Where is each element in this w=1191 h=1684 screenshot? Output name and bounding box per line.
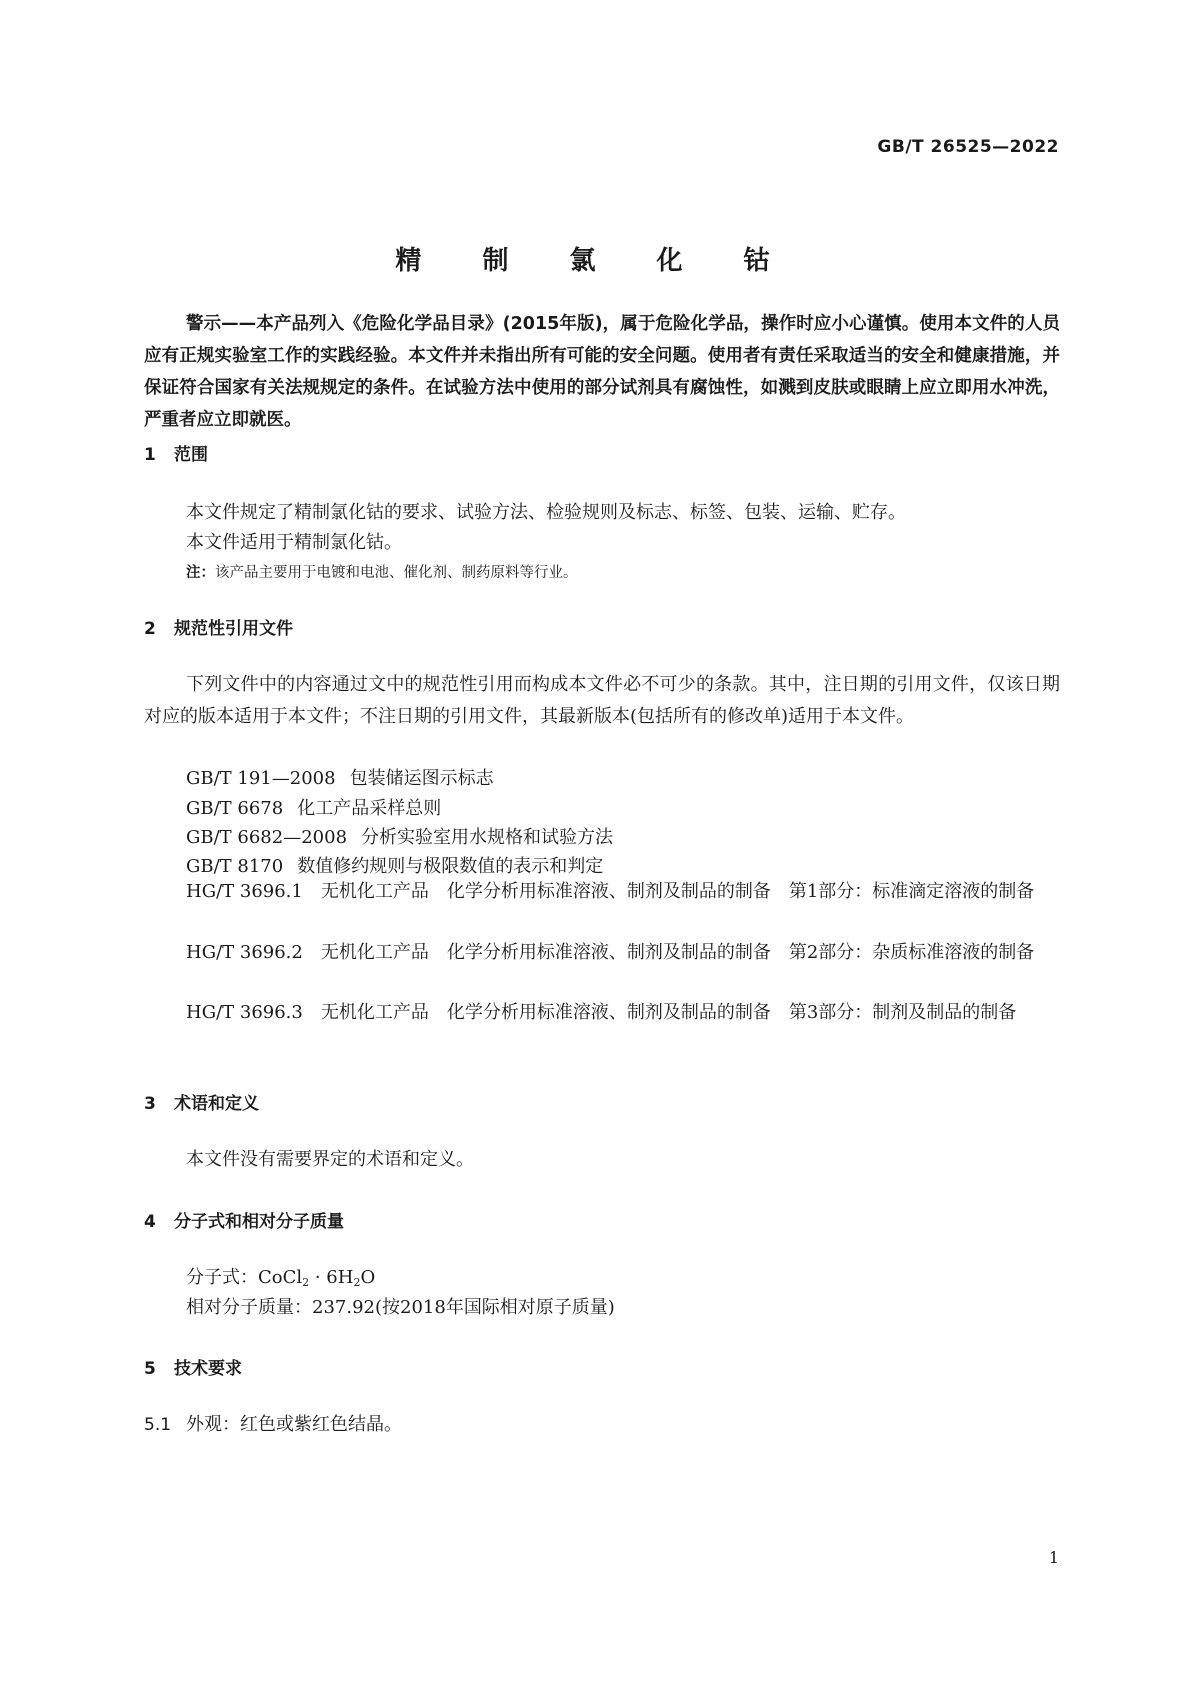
section-1-heading bbox=[144, 440, 208, 465]
reference-item bbox=[144, 876, 1060, 908]
reference-code: GB/T 6678 bbox=[186, 798, 284, 819]
section-number: 5 bbox=[144, 1359, 156, 1379]
section-number: 3 bbox=[144, 1094, 156, 1114]
subsection-5-1 bbox=[144, 1409, 1060, 1441]
reference-title: 无机化工产品 化学分析用标准溶液、制剂及制品的制备 第3部分：制剂及制品的制备 bbox=[320, 1002, 1017, 1023]
scope-note bbox=[186, 561, 578, 582]
reference-title: 包装储运图示标志 bbox=[349, 768, 494, 789]
subsection-number: 5.1 bbox=[144, 1415, 172, 1435]
formula-subscript: 2 bbox=[302, 1276, 310, 1289]
reference-title: 无机化工产品 化学分析用标准溶液、制剂及制品的制备 第2部分：杂质标准溶液的制备 bbox=[320, 942, 1035, 963]
normative-references-intro: 下列文件中的内容通过文中的规范性引用而构成本文件必不可少的条款。其中，注日期的引用文件，仅该日期对应的版本适用于本文件；不注日期的引用文件，其最新版本(包括所有的修改单)适用于本文件。 bbox=[144, 674, 1060, 727]
section-5-heading bbox=[144, 1354, 242, 1379]
section-number: 4 bbox=[144, 1212, 156, 1232]
reference-item bbox=[186, 794, 441, 820]
section-title: 范围 bbox=[174, 445, 208, 465]
reference-code: HG/T 3696.2 bbox=[186, 942, 303, 963]
document-title: 精 制 氯 化 钴 bbox=[395, 246, 796, 276]
scope-paragraph-1: 本文件规定了精制氯化钴的要求、试验方法、检验规则及标志、标签、包装、运输、贮存。 bbox=[186, 502, 906, 523]
formula-subscript: 2 bbox=[353, 1276, 361, 1289]
page-number: 1 bbox=[1048, 1548, 1059, 1567]
formula-part: · 6H bbox=[309, 1267, 354, 1288]
reference-code: GB/T 8170 bbox=[186, 856, 284, 877]
reference-code: GB/T 191—2008 bbox=[186, 768, 336, 789]
document-number: GB/T 26525—2022 bbox=[877, 137, 1059, 157]
formula-part: CoCl bbox=[258, 1267, 303, 1288]
note-text: 该产品主要用于电镀和电池、催化剂、制药原料等行业。 bbox=[215, 565, 578, 581]
reference-title: 无机化工产品 化学分析用标准溶液、制剂及制品的制备 第1部分：标准滴定溶液的制备 bbox=[320, 881, 1035, 902]
section-title: 技术要求 bbox=[174, 1359, 242, 1379]
molecular-mass: 相对分子质量：237.92(按2018年国际相对原子质量) bbox=[186, 1297, 615, 1318]
note-label: 注： bbox=[186, 565, 215, 581]
reference-code: GB/T 6682—2008 bbox=[186, 827, 348, 848]
reference-item bbox=[186, 764, 494, 790]
section-title: 分子式和相对分子质量 bbox=[174, 1212, 344, 1232]
section-number: 2 bbox=[144, 619, 156, 639]
warning-paragraph: 警示——本产品列入《危险化学品目录》(2015年版)，属于危险化学品，操作时应小心谨慎。使用本文件的人员应有正规实验室工作的实践经验。本文件并未指出所有可能的安全问题。使用者有责任采取适当的安全和健康措施，并保证符合国家有关法规规定的条件。在试验方法中使用的部分试剂具有腐蚀性，如溅到皮肤或眼睛上应立即用水冲洗，严重者应立即就医。 bbox=[144, 314, 1060, 430]
section-number: 1 bbox=[144, 445, 156, 465]
terms-paragraph: 本文件没有需要界定的术语和定义。 bbox=[186, 1149, 474, 1170]
formula-label: 分子式： bbox=[186, 1267, 258, 1288]
formula-part: O bbox=[360, 1267, 376, 1288]
subsection-text: 外观：红色或紫红色结晶。 bbox=[186, 1414, 402, 1435]
reference-item bbox=[144, 997, 1060, 1029]
reference-item bbox=[144, 937, 1060, 969]
reference-title: 化工产品采样总则 bbox=[297, 798, 442, 819]
section-2-heading bbox=[144, 614, 293, 639]
reference-item bbox=[186, 823, 613, 849]
scope-paragraph-2: 本文件适用于精制氯化钴。 bbox=[186, 532, 402, 553]
section-4-heading bbox=[144, 1207, 344, 1232]
reference-title: 数值修约规则与极限数值的表示和判定 bbox=[297, 856, 604, 877]
reference-title: 分析实验室用水规格和试验方法 bbox=[361, 827, 614, 848]
reference-code: HG/T 3696.1 bbox=[186, 881, 303, 902]
reference-item bbox=[186, 852, 603, 878]
section-title: 术语和定义 bbox=[174, 1094, 259, 1114]
section-title: 规范性引用文件 bbox=[174, 619, 293, 639]
section-3-heading bbox=[144, 1089, 259, 1114]
reference-code: HG/T 3696.3 bbox=[186, 1002, 303, 1023]
